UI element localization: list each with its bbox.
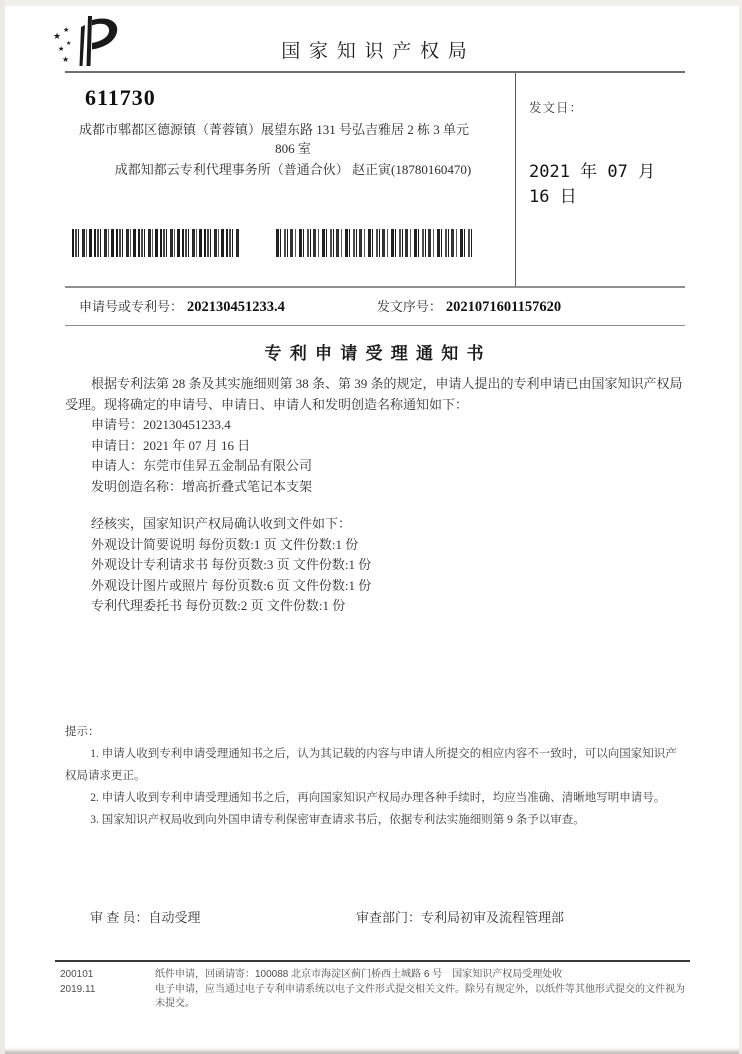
field-label: 发明创造名称： [91, 478, 183, 494]
field-label: 申请日： [91, 437, 144, 453]
field-application-number [65, 415, 685, 436]
star-icon: ★ [62, 55, 70, 64]
recipient-line: 成都知都云专利代理事务所（普通合伙） 赵正寅(18780160470) [114, 162, 472, 177]
field-value: 2021 年 07 月 16 日 [143, 437, 251, 453]
department-label: 审查部门： [356, 909, 422, 925]
document-item: 外观设计专利请求书 每份页数:3 页 文件份数:1 份 [91, 557, 372, 572]
issue-date-value: 2021 年 07 月 16 日 [529, 162, 656, 207]
department-field [356, 907, 564, 926]
barcode-right [276, 229, 472, 257]
field-invention-name [65, 477, 685, 498]
field-value: 增高折叠式笔记本支架 [182, 478, 313, 494]
examiner-value: 自动受理 [148, 909, 201, 925]
examiner-field [90, 907, 356, 926]
serial-number-value: 2021071601157620 [445, 299, 562, 315]
footer-code: 2019.11 [60, 983, 96, 995]
footer-text: 电子申请，应当通过电子专利申请系统以电子文件形式提交相关文件。除另有规定外，以纸件等其他形式提交的文件视为未提交。 [155, 983, 685, 1009]
footer-row [55, 968, 690, 983]
examiner-label: 审 查 员： [90, 909, 149, 925]
document-header [53, 14, 685, 73]
footer-text: 纸件申请，回函请寄：100088 北京市海淀区蓟门桥西土城路 6 号 国家知识产权局受理处收 [155, 969, 563, 980]
footer-row [55, 983, 690, 1012]
document-item: 专利代理委托书 每份页数:2 页 文件份数:1 份 [91, 598, 346, 613]
issue-date-box [515, 73, 685, 286]
signoff-row [65, 907, 685, 926]
number-row [65, 288, 685, 326]
org-title: 国 家 知 识 产 权 局 [281, 41, 469, 62]
application-number-value: 202130451233.4 [187, 299, 285, 315]
page-footer [55, 960, 690, 1012]
document-item: 外观设计简要说明 每份页数:1 页 文件份数:1 份 [91, 536, 359, 552]
serial-number-label: 发文序号： [376, 299, 442, 314]
department-value: 专利局初审及流程管理部 [421, 909, 565, 925]
footer-code: 200101 [60, 969, 94, 980]
barcode-left [72, 229, 240, 257]
issue-date-label: 发文日： [529, 101, 584, 115]
star-icon: ★ [58, 45, 65, 53]
star-icon: ★ [63, 26, 70, 34]
field-value: 东莞市佳昇五金制品有限公司 [143, 458, 313, 473]
tip-item: 2. 申请人收到专利申请受理通知书之后，再向国家知识产权局办理各种手续时，均应当准确、清晰地写明申请号。 [90, 791, 666, 804]
notice-body [65, 374, 685, 617]
star-icon: ★ [66, 41, 72, 47]
field-application-date [65, 436, 685, 457]
address-and-date-section [65, 73, 685, 288]
intro-paragraph: 根据专利法第 28 条及其实施细则第 38 条、第 39 条的规定，申请人提出的专利申请已由国家知识产权局受理。现将确定的申请号、申请日、申请人和发明创造名称通知如下： [65, 376, 683, 412]
application-number-label: 申请号或专利号： [79, 299, 184, 314]
document-item: 外观设计图片或照片 每份页数:6 页 文件份数:1 份 [91, 577, 372, 593]
tips-title: 提示： [65, 725, 100, 738]
tip-item: 3. 国家知识产权局收到向外国申请专利保密审查请求书后，依据专利法实施细则第 9 条予以审查。 [90, 813, 585, 826]
field-applicant [65, 456, 685, 477]
tip-item: 1. 申请人收到专利申请受理通知书之后，认为其记载的内容与申请人所提交的相应内容不一致时，可以向国家知识产权局请求更正。 [65, 747, 677, 782]
postal-code: 611730 [85, 85, 156, 110]
field-label: 申请号： [91, 417, 144, 432]
field-value: 202130451233.4 [143, 417, 231, 432]
address-line-1: 成都市郫都区德源镇（菁蓉镇）展望东路 131 号弘吉雅居 2 栋 3 单元 [79, 122, 470, 137]
received-intro: 经核实，国家知识产权局确认收到文件如下： [91, 516, 352, 531]
mailing-address-block [65, 73, 515, 286]
notice-title: 专 利 申 请 受 理 通 知 书 [264, 344, 486, 363]
tips-section [65, 721, 685, 831]
field-label: 申请人： [91, 458, 144, 473]
address-line-2: 806 室 [275, 141, 311, 156]
barcode-row [79, 229, 507, 257]
star-icon: ★ [53, 31, 62, 41]
